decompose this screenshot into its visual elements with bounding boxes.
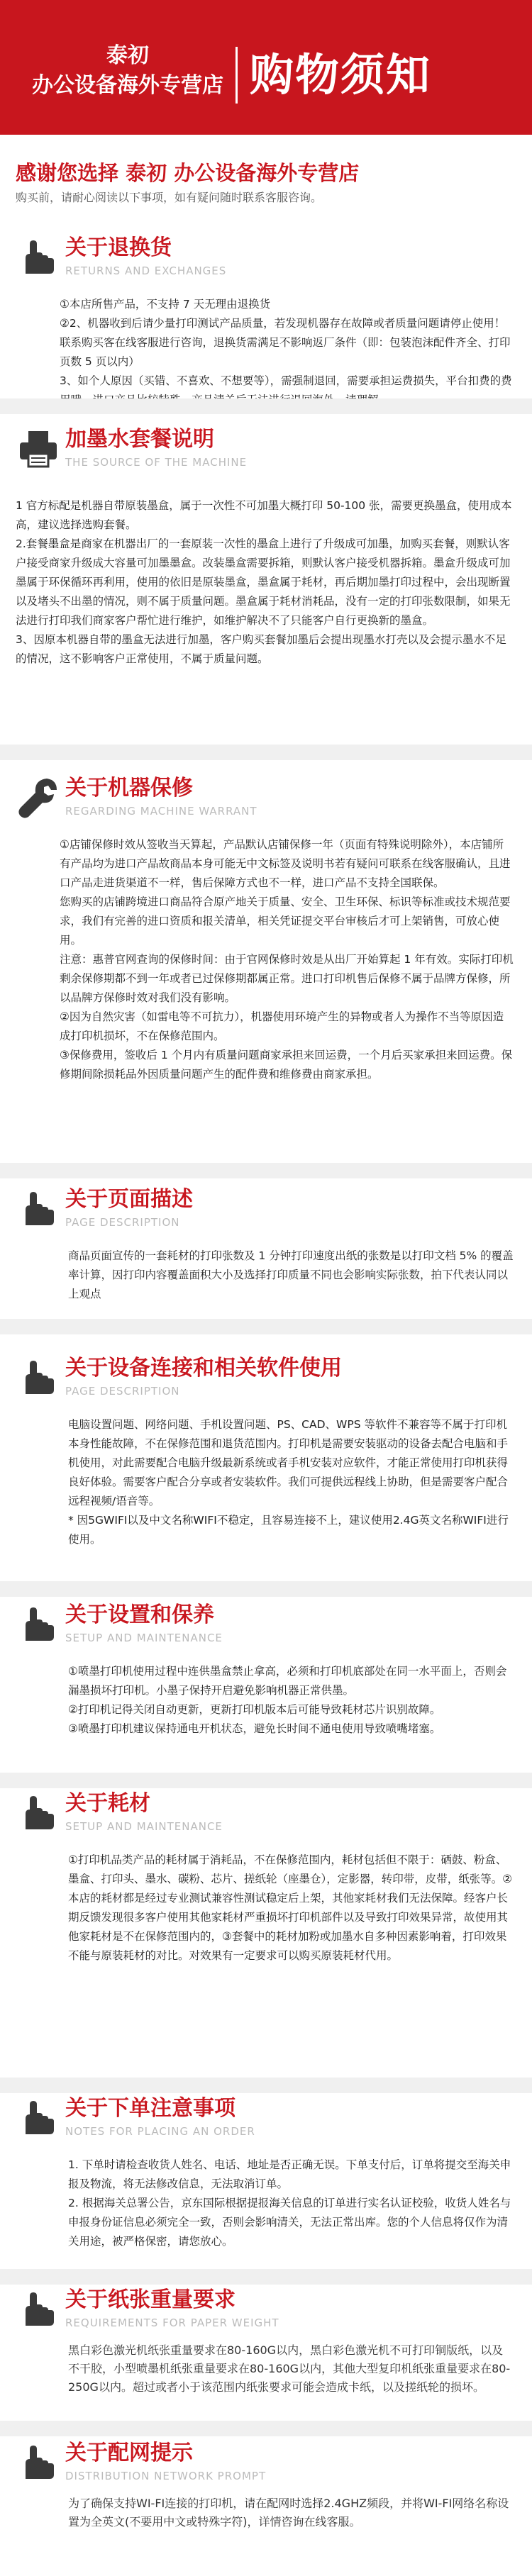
section-title: 关于下单注意事项 [65, 2096, 235, 2121]
section-title: 关于退换货 [65, 235, 172, 260]
section-subtitle: THE SOURCE OF THE MACHINE [65, 456, 248, 469]
section-subtitle: PAGE DESCRIPTION [65, 1385, 180, 1398]
hand-icon [16, 1186, 61, 1231]
section-line: 为了确保支持WI-FI连接的打印机，请在配网时选择2.4GHZ频段，并将WI-FI网络名称设置为全英文(不要用中文或特殊字符)，详情咨询在线客服。 [68, 2497, 509, 2528]
section-divider-band [0, 1319, 532, 1334]
section-body [68, 1415, 514, 1549]
section-body [68, 2341, 514, 2397]
section-divider-band [0, 2421, 532, 2436]
store-name [28, 41, 227, 101]
section-line: 2. 根据海关总署公告，京东国际根据提报海关信息的订单进行实名认证校验，收货人姓名与申报身份证信息必须完全一致，否则会影响清关，无法正常出库。您的个人信息将仅作为清关用途，被严格保密，请您放心。 [68, 2197, 511, 2248]
hand-icon [16, 1601, 61, 1646]
section-line: 电脑设置问题、网络问题、手机设置问题、PS、CAD、WPS 等软件不兼容等不属于打印机本身性能故障，不在保修范围和退货范围内。打印机是需要安装驱动的设备去配合电脑和手机使用，对此需要配合电脑升级最新系统或者手机安装对应软件，才能正常使用打印机获得良好体验。需要客户配合分享或者安装软件。我们可提供远程线上协助，但是需要客户配合远程视频/语音等。 [68, 1418, 509, 1507]
hand-icon [16, 234, 61, 279]
section-subtitle: REGARDING MACHINE WARRANT [65, 805, 257, 818]
thanks-title: 感谢您选择 泰初 办公设备海外专营店 [16, 161, 360, 185]
hand-icon [16, 1790, 61, 1835]
section-title: 关于页面描述 [65, 1187, 193, 1212]
section-line: 2.套餐墨盒是商家在机器出厂的一套原装一次性的墨盒上进行了升级成可加墨，加购买套餐，则默认客户接受商家升级成大容量可加墨墨盒。改装墨盒需要拆箱，则默认客户接受机器拆箱。墨盒升级成可加墨属于环保循环再利用，使用的依旧是原装墨盒，墨盒属于耗材，再后期加墨打印过程中，会出现断置以及堵头不出墨的情况，则不属于质量问题。墨盒属于耗材消耗品，没有一定的打印张数限制，如果无法进行打印我们商家客户帮忙进行维护，如维护解决不了只能客户自行更换新的墨盒。 [16, 537, 511, 627]
printer-icon [16, 425, 61, 471]
section-title: 关于设备连接和相关软件使用 [65, 1356, 342, 1381]
section-subtitle: SETUP AND MAINTENANCE [65, 1820, 223, 1833]
section-body [68, 1662, 514, 1739]
section-body [16, 496, 516, 669]
section-body [68, 2494, 514, 2531]
header-banner [0, 0, 532, 135]
section-body [60, 295, 514, 410]
section-line: 商品页面宣传的一套耗材的打印张数及 1 分钟打印速度出纸的张数是以打印文档 5% 的覆盖率计算，因打印内容覆盖面积大小及选择打印质量不同也会影响实际张数，拍下代表认同以上观点 [68, 1249, 514, 1300]
section-subtitle: PAGE DESCRIPTION [65, 1216, 180, 1229]
section-divider-band [0, 745, 532, 760]
section-title: 关于机器保修 [65, 776, 193, 801]
section-divider-band [0, 1773, 532, 1788]
section-divider-band [0, 1163, 532, 1178]
section-title: 关于纸张重量要求 [65, 2287, 235, 2312]
section-title: 关于配网提示 [65, 2441, 193, 2465]
section-line: 注意：惠普官网查询的保修时间：由于官网保修时效是从出厂开始算起 1 年有效。实际打印机剩余保修期都不到一年或者已过保修期都属正常。进口打印机售后保修不属于品牌方保修，所以品牌方保修时效对我们没有影响。 [60, 953, 514, 1004]
section-body [60, 835, 514, 1084]
section-title: 加墨水套餐说明 [65, 427, 214, 452]
hand-icon [16, 2095, 61, 2140]
section-line: ①店铺保修时效从签收当天算起，产品默认店铺保修一年（页面有特殊说明除外），本店铺所有产品均为进口产品故商品本身可能无中文标签及说明书若有疑问可联系在线客服确认，且进口产品走进货渠道不一样，售后保障方式也不一样，进口产品不支持全国联保。 [60, 838, 511, 889]
section-line: 黑白彩色激光机纸张重量要求在80-160G以内，黑白彩色激光机不可打印铜版纸，以及不干胶，小型喷墨机纸张重量要求在80-160G以内，其他大型复印机纸张重量要求在80-250G以内。超过或者小于该范围内纸张要求可能会造成卡纸，以及搓纸轮的损坏。 [68, 2343, 511, 2394]
section-subtitle: RETURNS AND EXCHANGES [65, 264, 227, 277]
section-line: 3、因原本机器自带的墨盒无法进行加墨，客户购买套餐加墨后会提出现墨水打壳以及会提示墨水不足的情况，这不影响客户正常使用，不属于质量问题。 [16, 633, 506, 665]
section-line: ①本店所售产品，不支持 7 天无理由退换货 [60, 298, 271, 311]
section-subtitle: NOTES FOR PLACING AN ORDER [65, 2125, 255, 2138]
hand-icon [16, 2286, 61, 2331]
section-line: ①喷墨打印机使用过程中连供墨盒禁止拿高，必须和打印机底部处在同一水平面上，否则会漏墨损坏打印机。小墨子保持开启避免影响机器正常供墨。 [68, 1665, 507, 1697]
section-body [68, 1247, 514, 1304]
section-line: 您购买的店铺跨境进口商品符合原产地关于质量、安全、卫生环保、标识等标准或技术规范要求，我们有完善的进口资质和报关清单，相关凭证提交平台审核后才可上架销售，可放心使用。 [60, 896, 511, 947]
section-divider-band [0, 1581, 532, 1597]
thanks-subtitle: 购买前，请耐心阅读以下事项，如有疑问随时联系客服咨询。 [16, 191, 323, 204]
section-body [68, 2156, 514, 2251]
section-line: ②2、机器收到后请少量打印测试产品质量，若发现机器存在故障或者质量问题请停止使用！联系购买客在线客服进行咨询，退换货需满足不影响返厂条件（即：包装泡沫配件齐全、打印页数 5 页以内） [60, 317, 511, 368]
section-line: 3、如个人原因（买错、不喜欢、不想要等），需强制退回，需要承担运费损失，平台扣费的费 [60, 374, 512, 387]
section-line: ②打印机记得关闭自动更新，更新打印机版本后可能导致耗材芯片识别故障。 [68, 1703, 441, 1716]
hand-icon [16, 1354, 61, 1400]
section-line: * 因5GWIFI以及中文名称WIFI不稳定，且容易连接不上，建议使用2.4G英文名称WIFI进行使用。 [68, 1514, 509, 1546]
wrench-icon [16, 774, 61, 820]
section-line: ③喷墨打印机建议保持通电开机状态，避免长时间不通电使用导致喷嘴堵塞。 [68, 1722, 441, 1735]
store-name-line1: 泰初 [106, 43, 149, 68]
section-line: ②因为自然灾害（如雷电等不可抗力），机器使用环境产生的异物或者人为操作不当等原因造成打印机损坏，不在保修范围内。 [60, 1010, 504, 1042]
header-divider [235, 47, 238, 104]
section-title: 关于设置和保养 [65, 1602, 214, 1627]
section-subtitle: DISTRIBUTION NETWORK PROMPT [65, 2470, 267, 2482]
section-line: ③保修费用，签收后 1 个月内有质量问题商家承担来回运费，一个月后买家承担来回运费。保修期间除损耗品外因质量问题产生的配件费和维修费由商家承担。 [60, 1049, 513, 1081]
section-line: 1. 下单时请检查收货人姓名、电话、地址是否正确无误。下单支付后，订单将提交至海关申报及物流，将无法修改信息，无法取消订单。 [68, 2158, 511, 2190]
section-divider-band [0, 398, 532, 414]
section-divider-band [0, 2078, 532, 2093]
page-title: 购物须知 [250, 49, 432, 101]
hand-icon [16, 2439, 61, 2485]
store-name-line2: 办公设备海外专营店 [32, 73, 223, 98]
section-line: 1 官方标配是机器自带原装墨盒，属于一次性不可加墨大概打印 50-100 张，需要更换墨盒，使用成本高，建议选择选购套餐。 [16, 499, 512, 531]
section-title: 关于耗材 [65, 1791, 150, 1816]
section-subtitle: SETUP AND MAINTENANCE [65, 1632, 223, 1644]
section-divider-band [0, 2269, 532, 2285]
section-line: ①打印机品类产品的耗材属于消耗品，不在保修范围内，耗材包括但不限于：硒鼓、粉盒、墨盒、打印头、墨水、碳粉、芯片、搓纸轮（座墨仓），定影器，转印带，皮带，纸张等。②本店的耗材都是经过专业测试兼容性测试稳定后上架，其他家耗材我们无法保障。经客户长期反馈发现很多客户使用其他家耗材严重损坏打印机部件以及导致打印效果异常，故使用其他家耗材是不在保修范围内的，③套餐中的耗材加粉或加墨水自多种因素影响着，打印效果不能与原装耗材的对比。对效果有一定要求可以购买原装耗材代用。 [68, 1853, 513, 1962]
section-body [68, 1851, 514, 1966]
section-subtitle: REQUIREMENTS FOR PAPER WEIGHT [65, 2316, 279, 2329]
